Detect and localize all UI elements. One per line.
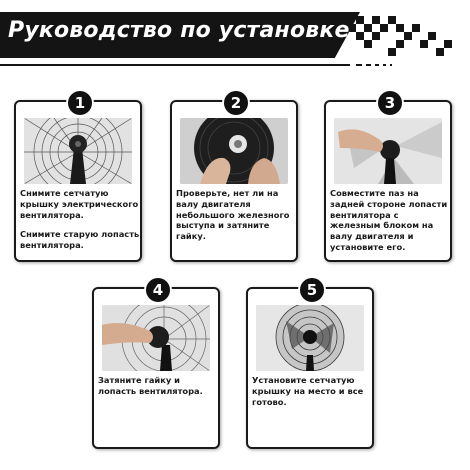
step-text: Установите сетчатую крышку на место и все готово. xyxy=(252,375,364,407)
step-number-badge: 5 xyxy=(298,276,326,304)
step-card-4 xyxy=(92,281,220,449)
step-photo-fan-grill xyxy=(24,118,132,184)
step-text: Проверьте, нет ли на валу двигателя небольшого железного выступа и затяните гайку. xyxy=(176,188,290,242)
step-number-badge: 3 xyxy=(376,89,404,117)
step-photo-assembled-fan xyxy=(256,305,364,371)
step-text-secondary: Снимите старую лопасть вентилятора. xyxy=(20,229,140,251)
step-photo-blade-mount xyxy=(334,118,442,184)
step-caption xyxy=(98,375,218,397)
step-caption xyxy=(252,375,372,407)
step-caption xyxy=(20,188,140,251)
step-text: Затяните гайку и лопасть вентилятора. xyxy=(98,375,203,396)
step-number-badge: 1 xyxy=(66,89,94,117)
step-caption xyxy=(176,188,296,242)
step-card-3 xyxy=(324,94,452,262)
page-title: Руководство по установке xyxy=(8,18,350,43)
step-photo-motor-shaft xyxy=(180,118,288,184)
step-text: Снимите сетчатую крышку электрического вентилятора. xyxy=(20,188,139,220)
step-number-badge: 4 xyxy=(144,276,172,304)
step-number-badge: 2 xyxy=(222,89,250,117)
step-card-5 xyxy=(246,281,374,449)
step-caption xyxy=(330,188,450,253)
header-underline xyxy=(0,62,470,72)
header-banner xyxy=(0,12,470,58)
step-card-2 xyxy=(170,94,298,262)
step-text: Совместите паз на задней стороне лопасти вентилятора с железным блоком на валу двигателя и установите его. xyxy=(330,188,448,252)
step-card-1 xyxy=(14,94,142,262)
step-photo-tighten-nut xyxy=(102,305,210,371)
